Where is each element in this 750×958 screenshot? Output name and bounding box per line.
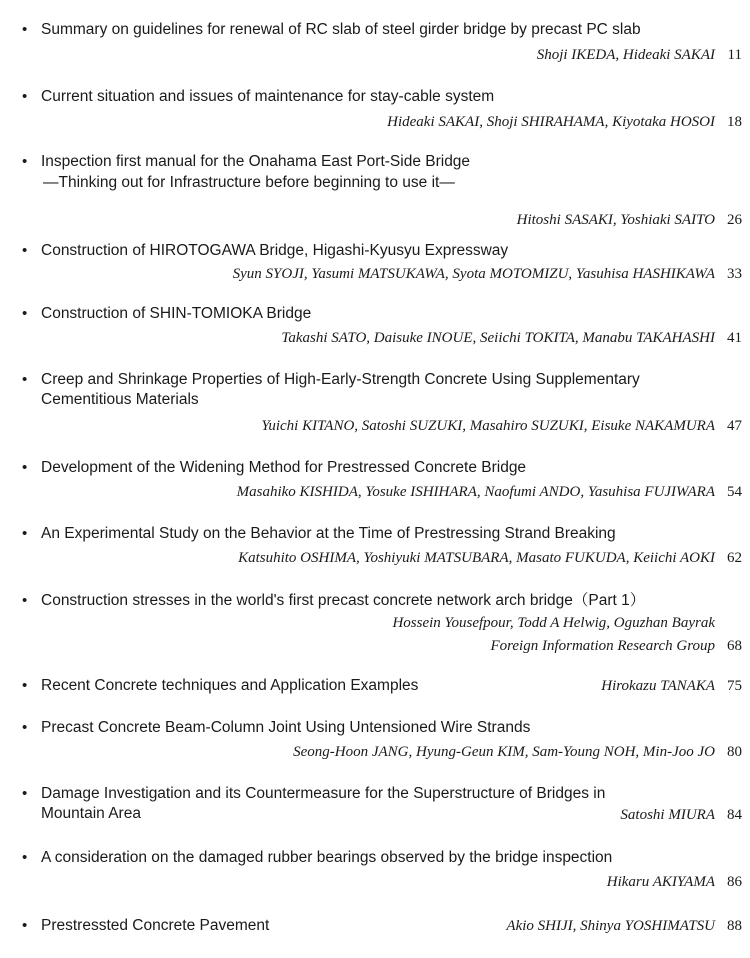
page-number: 47	[727, 418, 742, 434]
article-authors: Seong-Hoon JANG, Hyung-Geun KIM, Sam-Young NOH, Min-Joo JO	[293, 744, 715, 760]
page-number: 62	[727, 550, 742, 566]
bullet: •	[22, 88, 28, 105]
article-authors: Hirokazu TANAKA	[601, 678, 715, 694]
page-number: 33	[727, 266, 742, 282]
page-number: 54	[727, 484, 742, 500]
bullet: •	[22, 371, 28, 388]
article-authors: Hideaki SAKAI, Shoji SHIRAHAMA, Kiyotaka HOSOI	[387, 114, 715, 130]
article-title: Development of the Widening Method for Prestressed Concrete Bridge	[41, 459, 527, 476]
page-number: 26	[727, 212, 742, 228]
article-title: Current situation and issues of maintenance for stay-cable system	[41, 88, 495, 105]
bullet: •	[22, 305, 28, 322]
article-authors: Satoshi MIURA	[620, 807, 715, 823]
article-authors: Hitoshi SASAKI, Yoshiaki SAITO	[516, 212, 715, 228]
bullet: •	[22, 849, 28, 866]
bullet: •	[22, 785, 28, 802]
article-title: Damage Investigation and its Countermeasure for the Superstructure of Bridges in Mountain Area	[41, 785, 606, 822]
article-title: An Experimental Study on the Behavior at the Time of Prestressing Strand Breaking	[41, 525, 616, 542]
research-group: Foreign Information Research Group	[490, 638, 715, 654]
bullet: •	[22, 525, 28, 542]
article-authors: Shoji IKEDA, Hideaki SAKAI	[536, 47, 715, 63]
article-title: Construction stresses in the world's first precast concrete network arch bridge（Part 1）	[41, 592, 646, 609]
article-authors: Katsuhito OSHIMA, Yoshiyuki MATSUBARA, Masato FUKUDA, Keiichi AOKI	[238, 550, 715, 566]
page-number: 80	[727, 744, 742, 760]
page-number: 86	[727, 874, 742, 890]
bullet: •	[22, 677, 28, 694]
article-subtitle: —Thinking out for Infrastructure before beginning to use it—	[43, 174, 455, 191]
article-title: Recent Concrete techniques and Application Examples	[41, 677, 419, 694]
article-authors: Hossein Yousefpour, Todd A Helwig, Oguzhan Bayrak	[392, 615, 715, 631]
article-title: A consideration on the damaged rubber bearings observed by the bridge inspection	[41, 849, 613, 866]
page-number: 88	[727, 918, 742, 934]
article-authors: Yuichi KITANO, Satoshi SUZUKI, Masahiro SUZUKI, Eisuke NAKAMURA	[261, 418, 715, 434]
article-authors: Akio SHIJI, Shinya YOSHIMATSU	[506, 918, 715, 934]
article-title: Precast Concrete Beam-Column Joint Using Untensioned Wire Strands	[41, 719, 531, 736]
bullet: •	[22, 592, 28, 609]
bullet: •	[22, 153, 28, 170]
article-authors: Masahiko KISHIDA, Yosuke ISHIHARA, Naofumi ANDO, Yasuhisa FUJIWARA	[236, 484, 715, 500]
bullet: •	[22, 459, 28, 476]
article-title: Summary on guidelines for renewal of RC slab of steel girder bridge by precast PC slab	[41, 21, 641, 38]
page-number: 84	[727, 807, 742, 823]
article-title: Creep and Shrinkage Properties of High-Early-Strength Concrete Using Supplementary Cementitious Materials	[41, 371, 640, 408]
page-number: 11	[727, 47, 742, 63]
article-title: Construction of SHIN-TOMIOKA Bridge	[41, 305, 312, 322]
bullet: •	[22, 242, 28, 259]
bullet: •	[22, 917, 28, 934]
article-title: Construction of HIROTOGAWA Bridge, Higashi-Kyusyu Expressway	[41, 242, 509, 259]
bullet: •	[22, 719, 28, 736]
article-title: Inspection first manual for the Onahama East Port-Side Bridge	[41, 153, 471, 170]
page-number: 68	[727, 638, 742, 654]
article-authors: Takashi SATO, Daisuke INOUE, Seiichi TOKITA, Manabu TAKAHASHI	[281, 330, 715, 346]
page-number: 18	[727, 114, 742, 130]
article-title: Prestressted Concrete Pavement	[41, 917, 270, 934]
article-authors: Hikaru AKIYAMA	[606, 874, 715, 890]
page-number: 41	[727, 330, 742, 346]
page-number: 75	[727, 678, 742, 694]
article-authors: Syun SYOJI, Yasumi MATSUKAWA, Syota MOTOMIZU, Yasuhisa HASHIKAWA	[232, 266, 715, 282]
bullet: •	[22, 21, 28, 38]
